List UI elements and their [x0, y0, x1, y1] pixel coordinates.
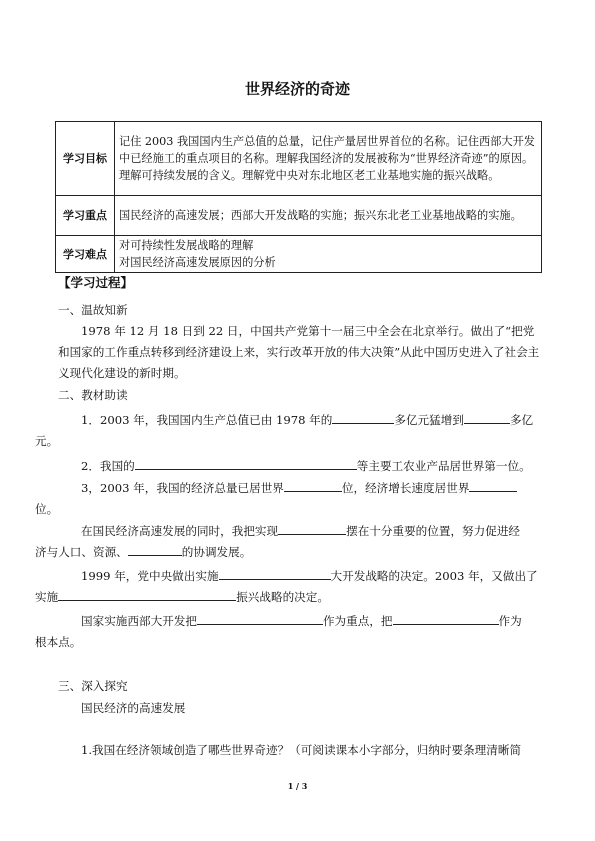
- blank-field[interactable]: [197, 612, 323, 625]
- blank-field[interactable]: [278, 522, 346, 535]
- process-title: 【学习过程】: [58, 275, 134, 290]
- row-content: 记住 2003 我国国内生产总值的总量，记住产量居世界首位的名称。记住西部大开发中已经施工的重点项目的名称。理解我国经济的发展被称为“世界经济奇迹”的原因。理解可持续发展的含义。理解党中央对东北地区老工业基地实施的振兴战略。: [115, 122, 542, 196]
- blank-field[interactable]: [332, 411, 394, 424]
- row-content: 国民经济的高速发展；西部大开发战略的实施；振兴东北老工业基地战略的实施。: [115, 196, 542, 236]
- question-6: 国家实施西部大开发把 作为重点，把 作为 根本点。: [35, 614, 522, 649]
- table-row: [56, 122, 542, 196]
- guide-heading: 二、教材助读: [58, 388, 128, 402]
- difficulty-line: 对国民经济高速发展原因的分析: [119, 256, 276, 269]
- row-label: 学习重点: [56, 196, 115, 236]
- row-content: [115, 236, 542, 273]
- page-title: 世界经济的奇迹: [244, 80, 350, 98]
- blank-field[interactable]: [393, 612, 499, 625]
- page-number: 1 / 3: [287, 781, 308, 791]
- row-label: 学习难点: [56, 236, 115, 273]
- explore-heading: 三、深入探究: [58, 679, 128, 693]
- blank-field[interactable]: [219, 567, 331, 580]
- blank-field[interactable]: [284, 479, 342, 492]
- question-2: 2．我国的 等主要工农业产品居世界第一位。: [81, 459, 531, 473]
- objectives-table: [55, 121, 542, 273]
- table-row: [56, 236, 542, 273]
- question-5: 1999 年，党中央做出实施 大开发战略的决定。2003 年，又做出了 实施 振兴战略的决定。: [35, 569, 538, 604]
- explore-subheading: 国民经济的高速发展: [81, 701, 186, 715]
- question-1: 1．2003 年，我国国内生产总值已由 1978 年的 多亿元猛增到 多亿 元。: [35, 413, 534, 448]
- blank-field[interactable]: [135, 457, 357, 470]
- review-text: 1978 年 12 月 18 日到 22 日，中国共产党第十一届三中全会在北京举行。做出了“把党和国家的工作重点转移到经济建设上来，实行改革开放的伟大决策”从此中国历史进入了社会主义现代化建设的新时期。: [58, 324, 540, 380]
- explore-question-1: 1.我国在经济领域创造了哪些世界奇迹？（可阅读课本小字部分，归纳时要条理清晰简: [81, 743, 522, 757]
- blank-field[interactable]: [469, 479, 517, 492]
- blank-field[interactable]: [128, 543, 182, 556]
- table-row: [56, 196, 542, 236]
- blank-field[interactable]: [58, 588, 236, 601]
- review-heading: 一、温故知新: [58, 303, 128, 317]
- row-label: 学习目标: [56, 122, 115, 196]
- difficulty-line: 对可持续性发展战略的理解: [119, 239, 254, 252]
- question-3: 3，2003 年，我国的经济总量已居世界 位，经济增长速度居世界 位。: [58, 478, 542, 520]
- blank-field[interactable]: [464, 411, 510, 424]
- question-4: 在国民经济高速发展的同时，我把实现 摆在十分重要的位置，努力促进经 济与人口、资源、 的协调发展。: [35, 524, 521, 559]
